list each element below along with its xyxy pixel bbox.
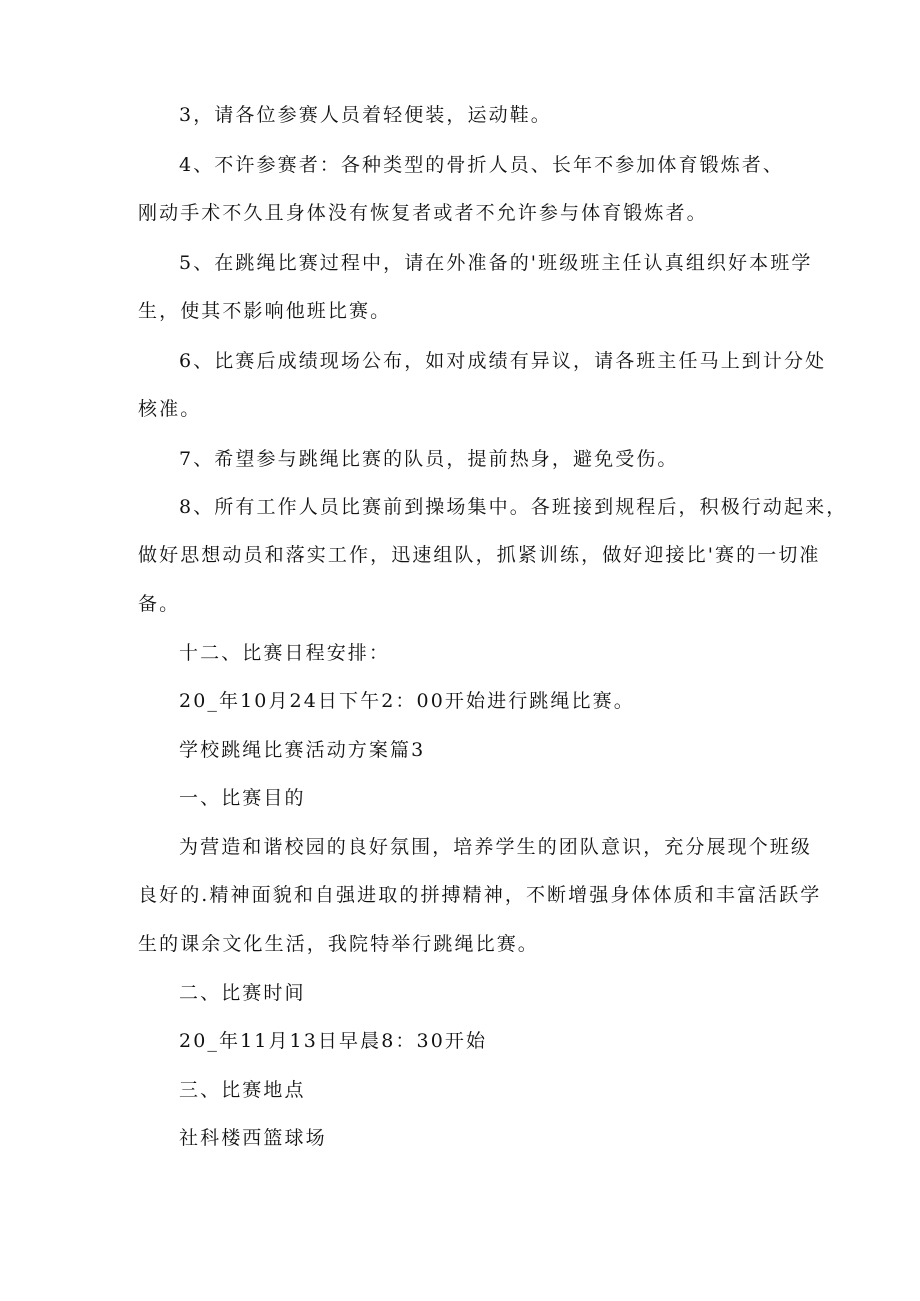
text-line-schedule-time: 20_年10月24日下午2：00开始进行跳绳比赛。 xyxy=(179,690,635,712)
text-line-location: 社科楼西篮球场 xyxy=(179,1127,327,1149)
document-subtitle: 学校跳绳比赛活动方案篇3 xyxy=(179,739,426,761)
section-heading-time: 二、比赛时间 xyxy=(179,982,306,1004)
text-line-organize-2: 生，使其不影响他班比赛。 xyxy=(138,300,392,322)
text-line-purpose-3: 生的课余文化生活，我院特举行跳绳比赛。 xyxy=(138,933,539,955)
section-heading-schedule: 十二、比赛日程安排： xyxy=(179,642,391,664)
text-line-warmup: 7、希望参与跳绳比赛的队员，提前热身，避免受伤。 xyxy=(179,448,679,470)
section-heading-purpose: 一、比赛目的 xyxy=(179,787,306,809)
text-line-time: 20_年11月13日早晨8：30开始 xyxy=(179,1030,488,1052)
text-line-results-1: 6、比赛后成绩现场公布，如对成绩有异议，请各班主任马上到计分处 xyxy=(179,350,827,372)
text-line-prohibited-1: 4、不许参赛者：各种类型的骨折人员、长年不参加体育锻炼者、 xyxy=(179,154,784,176)
text-line-purpose-1: 为营造和谐校园的良好氛围，培养学生的团队意识，充分展现个班级 xyxy=(179,836,813,858)
text-line-attire: 3，请各位参赛人员着轻便装，运动鞋。 xyxy=(179,104,552,126)
text-line-results-2: 核准。 xyxy=(138,398,202,420)
text-line-organize-1: 5、在跳绳比赛过程中，请在外准备的'班级班主任认真组织好本班学 xyxy=(179,252,813,274)
text-line-staff-1: 8、所有工作人员比赛前到操场集中。各班接到规程后，积极行动起来， xyxy=(179,496,848,518)
text-line-purpose-2: 良好的.精神面貌和自强进取的拼搏精神，不断增强身体体质和丰富活跃学 xyxy=(138,884,822,906)
text-line-staff-2: 做好思想动员和落实工作，迅速组队，抓紧训练，做好迎接比'赛的一切准 xyxy=(138,544,821,566)
text-line-prohibited-2: 刚动手术不久且身体没有恢复者或者不允许参与体育锻炼者。 xyxy=(138,202,708,224)
section-heading-location: 三、比赛地点 xyxy=(179,1079,306,1101)
text-line-staff-3: 备。 xyxy=(138,593,181,615)
